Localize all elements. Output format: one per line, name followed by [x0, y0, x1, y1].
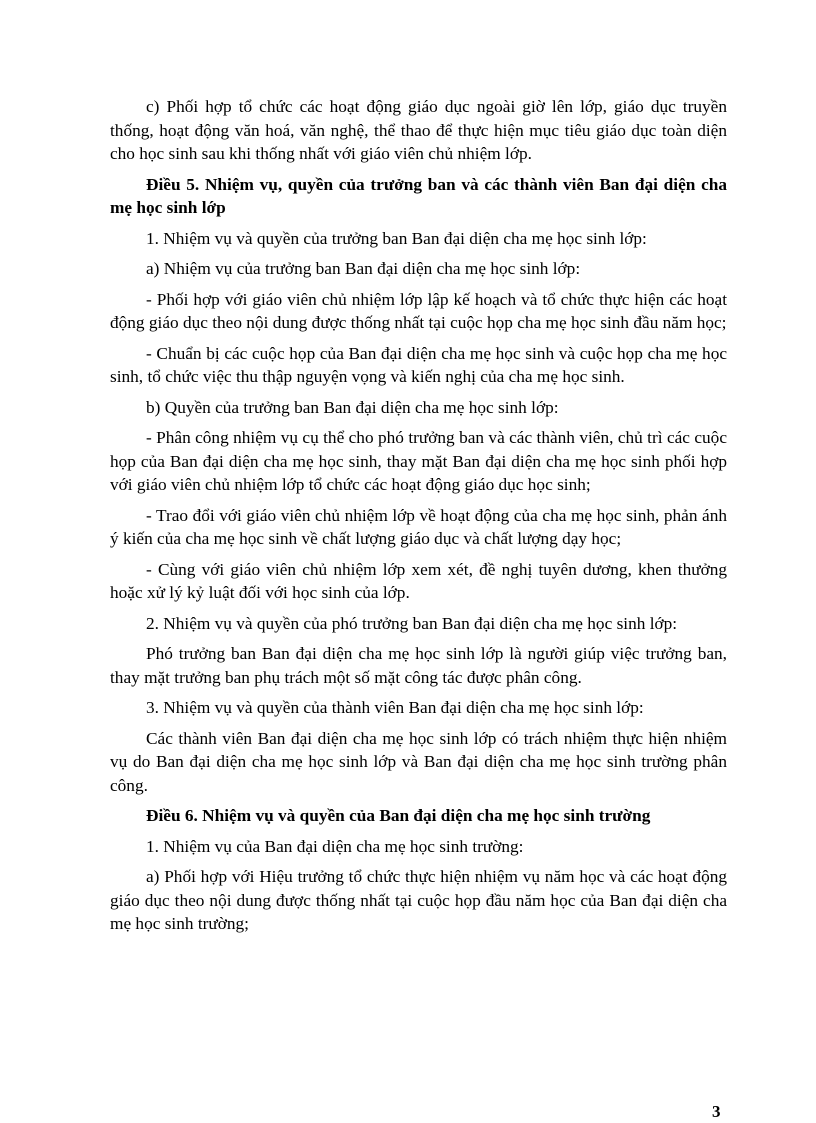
article-6-heading: Điều 6. Nhiệm vụ và quyền của Ban đại diện cha mẹ học sinh trường — [146, 806, 651, 825]
paragraph-bullet: - Chuẩn bị các cuộc họp của Ban đại diện cha mẹ học sinh và cuộc họp cha mẹ học sinh, tổ chức việc thu thập nguyện vọng và kiến nghị của cha mẹ học sinh. — [110, 343, 727, 386]
paragraph-article-6-clause-1a: a) Phối hợp với Hiệu trưởng tổ chức thực hiện nhiệm vụ năm học và các hoạt động giáo dục theo nội dung được thống nhất tại cuộc họp đầu năm học của Ban đại diện cha mẹ học sinh trường; — [110, 867, 727, 933]
paragraph-bullet: - Phối hợp với giáo viên chủ nhiệm lớp lập kế hoạch và tổ chức thực hiện các hoạt động giáo dục theo nội dung được thống nhất tại cuộc họp cha mẹ học sinh đầu năm học; — [110, 289, 727, 332]
paragraph-bullet: - Cùng với giáo viên chủ nhiệm lớp xem xét, đề nghị tuyên dương, khen thưởng hoặc xử lý kỷ luật đối với học sinh của lớp. — [110, 559, 727, 602]
paragraph-article-4-item-c: c) Phối hợp tổ chức các hoạt động giáo dục ngoài giờ lên lớp, giáo dục truyền thống, hoạt động văn hoá, văn nghệ, thể thao để thực hiện mục tiêu giáo dục toàn diện cho học sinh sau khi thống nhất với giáo viên chủ nhiệm lớp. — [110, 97, 727, 163]
paragraph-article-6-clause-1: 1. Nhiệm vụ của Ban đại diện cha mẹ học sinh trường: — [146, 836, 524, 856]
paragraph-clause-3: 3. Nhiệm vụ và quyền của thành viên Ban đại diện cha mẹ học sinh lớp: — [146, 698, 644, 717]
paragraph-clause-1b: b) Quyền của trưởng ban Ban đại diện cha mẹ học sinh lớp: — [146, 397, 559, 417]
document-page — [110, 95, 727, 943]
paragraph-clause-1a: a) Nhiệm vụ của trưởng ban Ban đại diện cha mẹ học sinh lớp: — [146, 259, 581, 278]
paragraph-bullet: - Trao đổi với giáo viên chủ nhiệm lớp về hoạt động của cha mẹ học sinh, phản ánh ý kiến của cha mẹ học sinh về chất lượng giáo dục và chất lượng dạy học; — [110, 505, 727, 548]
article-5-heading: Điều 5. Nhiệm vụ, quyền của trưởng ban và các thành viên Ban đại diện cha mẹ học sinh lớp — [110, 174, 727, 217]
paragraph-clause-1: 1. Nhiệm vụ và quyền của trưởng ban Ban đại diện cha mẹ học sinh lớp: — [146, 228, 647, 248]
paragraph-clause-3-body: Các thành viên Ban đại diện cha mẹ học sinh lớp có trách nhiệm thực hiện nhiệm vụ do Ban đại diện cha mẹ học sinh lớp và Ban đại diện cha mẹ học sinh trường phân công. — [110, 728, 727, 795]
paragraph-clause-2-body: Phó trưởng ban Ban đại diện cha mẹ học sinh lớp là người giúp việc trưởng ban, thay mặt trưởng ban phụ trách một số mặt công tác được phân công. — [110, 644, 727, 687]
paragraph-clause-2: 2. Nhiệm vụ và quyền của phó trưởng ban Ban đại diện cha mẹ học sinh lớp: — [146, 613, 678, 633]
paragraph-bullet: - Phân công nhiệm vụ cụ thể cho phó trưởng ban và các thành viên, chủ trì các cuộc họp của Ban đại diện cha mẹ học sinh, thay mặt Ban đại diện cha mẹ học sinh phối hợp với giáo viên chủ nhiệm lớp tổ chức các hoạt động giáo dục học sinh; — [110, 428, 727, 494]
page-number: 3 — [712, 1102, 721, 1121]
